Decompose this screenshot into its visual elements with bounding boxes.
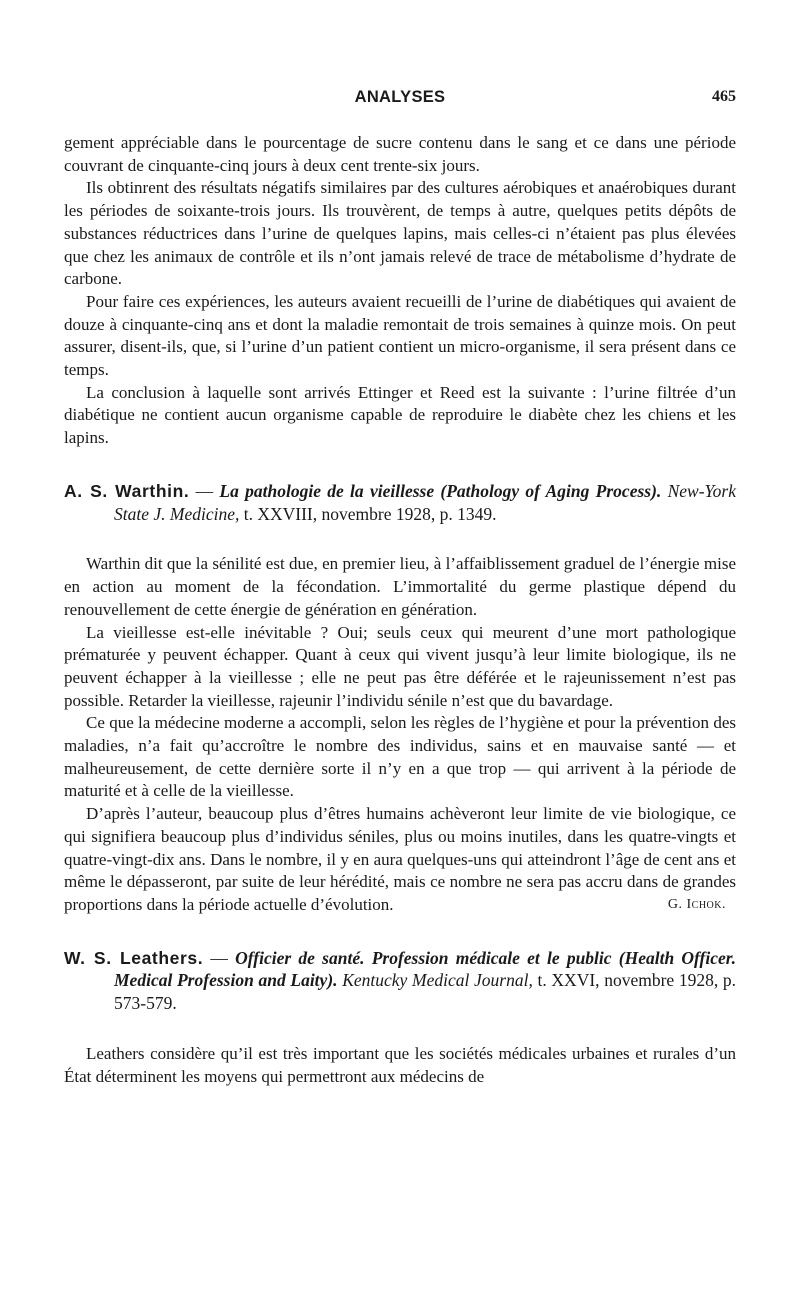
review-journal: New-York State J. Medicine, [114,480,736,524]
review-warthin [64,480,736,917]
review-dash: — [189,480,220,501]
paragraph: Pour faire ces expériences, les auteurs avaient recueilli de l’urine de diabétiques qui avaient de douze à cinquante-cinq ans et dont la maladie remontait de trois semaines à quinze mois. On peut assurer, disent-ils, que, si l’urine d’un patient contient un micro-organisme, il sera présent dans ce temps. [64,291,736,380]
paragraph: La vieillesse est-elle inévitable ? Oui; seuls ceux qui meurent d’une mort pathologique prématurée y peuvent échapper. Quant à ceux qui vivent jusqu’à leur limite biologique, ils ne peuvent échapper à la vieillesse ; elle ne peut pas être déférée et le rajeunissement n’est pas possible. Retarder la vieillesse, rajeunir l’individu sénile n’est que du bavardage. [64,622,736,710]
paragraph: Leathers considère qu’il est très important que les sociétés médicales urbaines et rurales d’un État déterminent les moyens qui permettront aux médecins de [64,1044,736,1086]
intro-section [64,132,736,450]
paragraph: Ils obtinrent des résultats négatifs similaires par des cultures aérobiques et anaérobiques durant les périodes de soixante-trois jours. Ils trouvèrent, de temps à autre, quelques petits dépôts de substances réductrices dans l’urine de quelques lapins, mais celles-ci n’étaient pas plus élevées que chez les animaux de contrôle et ils n’ont jamais relevé de trace de métabolisme d’hydrate de carbone. [64,178,736,289]
running-header [64,88,736,114]
review-author: W. S. Leathers. [64,947,204,968]
paragraph: gement appréciable dans le pourcentage de sucre contenu dans le sang et ce dans une période couvrant de cinquante-cinq jours à deux cent trente-six jours. [64,133,736,175]
paragraph: Ce que la médecine moderne a accompli, selon les règles de l’hygiène et pour la prévention des maladies, n’a fait qu’accroître le nombre des individus, sains et en mauvaise santé — et malheureusement, de cette dernière sorte il n’y en a que trop — qui arrivent à la période de maturité et à celle de la vieillesse. [64,713,736,801]
review-author: A. S. Warthin. [64,480,190,501]
document-page [64,88,736,1088]
review-citation: t. XXVIII, novembre 1928, p. 1349. [239,503,497,524]
review-heading [64,480,736,526]
paragraph: La conclusion à laquelle sont arrivés Ettinger et Reed est la suivante : l’urine filtrée d’un diabétique ne contient aucun organisme capable de reproduire le diabète chez les chiens et les lapins. [64,382,736,448]
review-citation: t. XXVI, novembre 1928, p. 573-579. [114,970,737,1014]
paragraph-text: D’après l’auteur, beaucoup plus d’êtres humains achèveront leur limite de vie biologique, ce qui signifiera beaucoup plus d’individus séniles, plus ou moins inutiles, dans les quatre-vingts et quatre-vingt-dix ans. Dans le nombre, il y en aura quelques-uns qui atteindront l’âge de cent ans et même le dépasseront, par suite de leur hérédité, mais ce nombre ne sera pas accru dans de grandes proportions dans la période actuelle d’évolution. [64,804,736,914]
running-title: ANALYSES [354,88,446,106]
paragraph-with-signature [64,803,736,917]
review-heading [64,947,736,1015]
paragraph: Warthin dit que la sénilité est due, en premier lieu, à l’affaiblissement graduel de l’énergie mise en action au moment de la fécondation. L’immortalité du germe plastique dépend du renouvellement de cette énergie de génération en génération. [64,554,736,619]
review-signature: G. Ichok. [667,896,726,912]
review-leathers [64,947,736,1089]
page-number: 465 [712,88,736,105]
review-title: La pathologie de la vieillesse (Pathology of Aging Process). [219,480,662,501]
review-dash: — [203,947,236,968]
review-journal: Kentucky Medical Journal, [342,970,533,991]
review-title: Officier de santé. Profession médicale et le public (Health Officer. Medical Profession and Laity). [114,947,737,991]
